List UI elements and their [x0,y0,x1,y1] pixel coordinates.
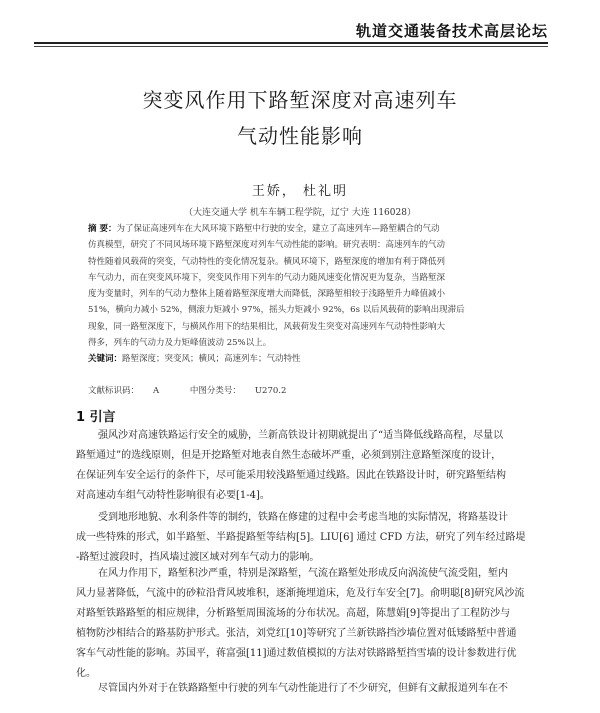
running-header [34,14,548,46]
header-rule-thin [34,46,548,47]
keywords-line [88,351,520,367]
paper-title-line-2: 气动性能影响 [237,124,363,148]
text-line: 对高速动车组气动特性影响很有必要[1-4]。 [76,490,270,501]
journal-title: 轨道交通装备技术高层论坛 [355,22,548,40]
text-line: 植物防沙相结合的路基防护形式。张洁，刘党红[10]等研究了兰新铁路挡沙墙位置对低矮路堑中普通 [76,628,517,639]
text-line: 化。 [76,668,96,679]
keywords-label: 关键词： [88,354,123,365]
abstract [88,221,520,368]
paragraph-2 [76,508,528,568]
keywords-text: 路堑深度；突变风；横风；高速列车；气动特性 [122,354,301,365]
abstract-line: 得多，列车的气动力及力矩峰值波动 25%以上。 [88,338,272,349]
abstract-line: 仿真模型，研究了不同风场环境下路堑深度对列车气动性能的影响。研究表明：高速列车的气动 [88,240,446,251]
abstract-line: 特性随着风载荷的突变，气动特性的变化情况复杂。横风环境下，路堑深度的增加有利于降低列 [88,256,446,267]
text-line: 成一些特殊的形式，如半路堑、半路提路堑等结构[5]。LIU[6] 通过 CFD 方法，研究了列车经过路堤 [76,532,526,543]
header-rule-thick [34,42,548,44]
text-line: 尽管国内外对于在铁路路堑中行驶的列车气动性能进行了不少研究，但鲜有文献报道列车在不 [98,683,508,694]
paragraph-1 [76,426,528,506]
paper-title-line-1: 突变风作用下路堑深度对高速列车 [142,88,458,112]
classification-line [88,384,314,396]
paper-authors: 王娇， 杜礼明 [251,184,349,199]
paragraph-4 [76,679,528,699]
text-line: 强风沙对高速铁路运行安全的威胁，兰新高铁设计初期就提出了“适当降低线路高程，尽量以 [98,430,504,441]
abstract-line: 度为变量时，列车的气动力整体上随着路堑深度增大而降低，深路堑相较于浅路堑升力峰值减小 [88,289,446,300]
doc-code: 文献标识码： A [88,386,160,396]
text-line: 对路堑铁路路堑的相应规律，分析路堑周围流场的分布状况。高超，陈慧娟[9]等提出了工程防沙与 [76,608,511,619]
text-line: 受到地形地貌、水利条件等的制约，铁路在修建的过程中会考虑当地的实际情况，将路基设计 [98,512,508,523]
text-line: -路堑过渡段时，挡风墙过渡区域对列车气动力的影响。 [76,552,320,563]
text-line: 路堑通过”的选线原则，但是开挖路堑对地表自然生态破坏严重，必须到别注意路堑深度的设计， [76,450,502,461]
section-heading-introduction: 1 引言 [76,410,116,425]
text-line: 风力显著降低，气流中的砂粒沿背风坡堆积，逐渐掩埋道床，危及行车安全[7]。俞明聪[8]研究风沙流 [76,588,525,599]
clc-number: 中图分类号： U270.2 [189,386,287,396]
abstract-line: 车气动力，而在突变风环境下，突变风作用下列车的气动力随风速变化情况更为复杂，当路堑深 [88,272,446,283]
paper-affiliation: （大连交通大学 机车车辆工程学院，辽宁 大连 116028） [184,208,416,218]
abstract-line: 51%，横向力减小 52%，侧滚力矩减小 97%，摇头力矩减小 92%，6s 以后风载荷的影响出现滞后 [88,305,465,316]
abstract-line: 摘 要：为了保证高速列车在大风环境下路堑中行驶的安全，建立了高速列车—路堑耦合的气动 [88,224,440,234]
text-line: 在保证列车安全运行的条件下，尽可能采用较浅路堑通过线路。因此在铁路设计时，研究路堑结构 [76,470,506,481]
abstract-label: 摘 要： [88,224,117,234]
paragraph-3 [76,564,528,684]
text-line: 在风力作用下，路堑积沙严重，特别是深路堑，气流在路堑处形成反向涡流使气流受阻，堑内 [98,568,508,579]
abstract-line: 现象，同一路堑深度下，与横风作用下的结果相比，风载荷发生突变对高速列车气动特性影响大 [88,321,446,332]
text-line: 客车气动性能的影响。苏国平，蒋富强[11]通过数值模拟的方法对铁路路堑挡雪墙的设计参数进行优 [76,648,517,659]
